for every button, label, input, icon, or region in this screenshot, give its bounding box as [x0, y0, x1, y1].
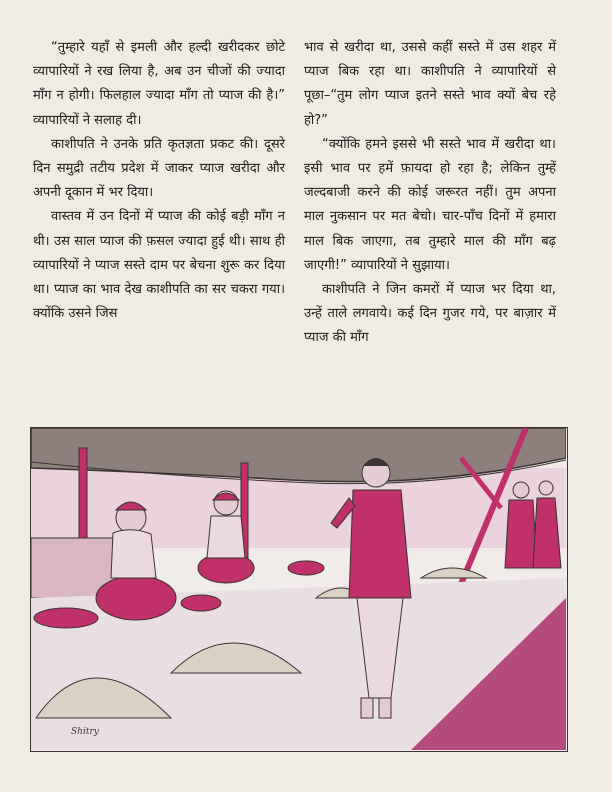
paragraph: भाव से खरीदा था, उससे कहीं सस्ते में उस शहर में प्याज बिक रहा था। काशीपति ने व्यापारियों से पूछा–“तुम लोग प्याज इतने सस्ते भाव क्यों बेच रहे हो?”	[304, 40, 556, 128]
market-illustration	[30, 427, 568, 752]
paragraph: “क्योंकि हमने इससे भी सस्ते भाव में खरीदा था। इसी भाव पर हमें फ़ायदा हो रहा है; लेकिन तुम्हें जल्दबाजी करने की कोई जरूरत नहीं। तुम अपना माल नुकसान पर मत बेचो। चार-पाँच दिनों में हमारा माल बिक जाएगा, तब तुम्हारे माल की माँग बढ़ जाएगी!” व्यापारियों ने सुझाया।	[304, 136, 556, 273]
artist-signature: Shitry	[71, 727, 99, 737]
paragraph: काशीपति ने उनके प्रति कृतज्ञता प्रकट की। दूसरे दिन समुद्री तटीय प्रदेश में जाकर प्याज खरीदा और अपनी दूकान में भर दिया।	[33, 136, 285, 201]
left-text-column	[33, 36, 285, 326]
paragraph: वास्तव में उन दिनों में प्याज की कोई बड़ी माँग न थी। उस साल प्याज की फ़सल ज्यादा हुई थी। साथ ही व्यापारियों ने प्याज सस्ते दाम पर बेचना शुरू कर दिया था। प्याज का भाव देख काशीपति का सर चकरा गया। क्योंकि उसने जिस	[33, 209, 285, 322]
paragraph: काशीपति ने जिन कमरों में प्याज भर दिया था, उन्हें ताले लगवाये। कई दिन गुजर गये, पर बाज़ार में प्याज की माँग	[304, 282, 556, 346]
right-text-column	[304, 36, 556, 351]
illustration-svg	[31, 428, 566, 750]
paragraph: “तुम्हारे यहाँ से इमली और हल्दी खरीदकर छोटे व्यापारियों ने रख लिया है, अब उन चीजों की ज्यादा माँग न होगी। फिलहाल ज्यादा माँग तो प्याज की है।” व्यापारियों ने सलाह दी।	[33, 40, 285, 128]
